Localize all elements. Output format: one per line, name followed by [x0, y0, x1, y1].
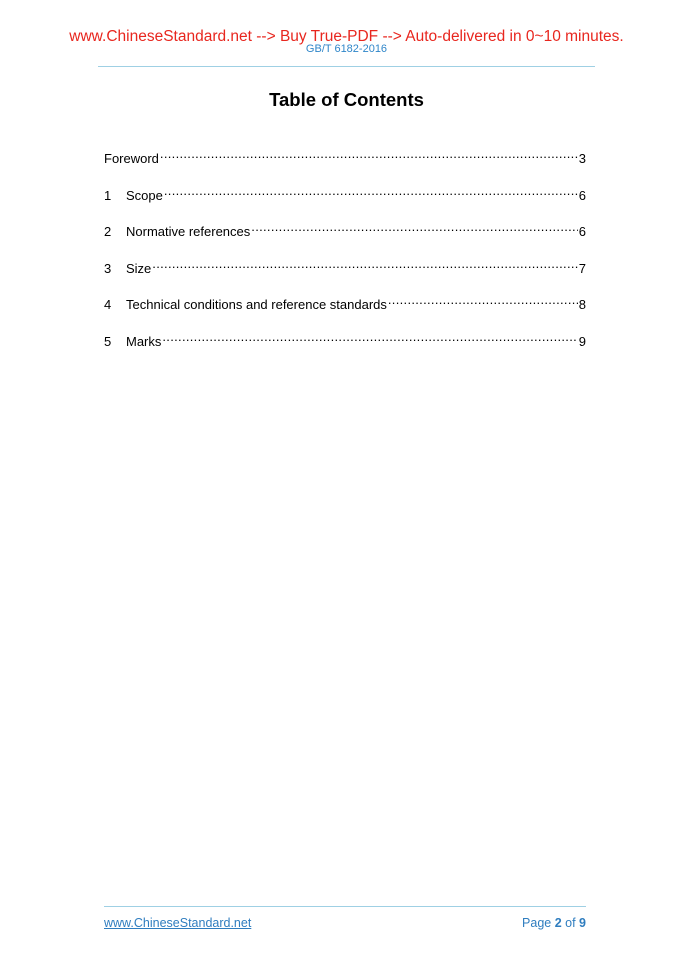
- page-title: Table of Contents: [269, 89, 424, 110]
- toc-entry-number: 1: [104, 187, 112, 203]
- toc-leader-dots: [151, 255, 577, 273]
- toc-leader-dots: [163, 182, 578, 200]
- header-divider: [98, 66, 595, 67]
- toc-entry-number: 5: [104, 333, 112, 349]
- toc-entry-page: 6: [578, 224, 586, 239]
- toc-entry-page: 3: [578, 151, 586, 166]
- toc-entry-technical-conditions[interactable]: [104, 291, 586, 312]
- toc-entry-number: 4: [104, 297, 112, 312]
- page-current: 2: [554, 916, 562, 930]
- toc-entry-page: 8: [578, 297, 586, 312]
- footer-divider: [104, 906, 586, 907]
- promo-banner: www.ChineseStandard.net --> Buy True-PDF --> Auto-delivered in 0~10 minutes.: [69, 28, 624, 45]
- toc-entry-number: 2: [104, 224, 112, 239]
- toc-leader-dots: [387, 291, 578, 309]
- toc-entry-label: Scope: [126, 187, 163, 203]
- page-total: 9: [579, 916, 586, 930]
- toc-entry-number: 3: [104, 260, 112, 276]
- toc-entry-page: 7: [578, 260, 586, 276]
- toc-entry-marks[interactable]: [104, 328, 586, 349]
- toc-entry-size[interactable]: [104, 255, 586, 276]
- toc-entry-label: Foreword: [104, 151, 159, 166]
- page-of: of: [561, 916, 580, 930]
- toc-entry-foreword[interactable]: [104, 145, 586, 166]
- footer-site-link[interactable]: www.ChineseStandard.net: [104, 916, 252, 930]
- toc-leader-dots: [250, 218, 577, 236]
- toc-leader-dots: [161, 328, 577, 346]
- toc-entry-page: 6: [578, 187, 586, 203]
- table-of-contents: [104, 145, 586, 364]
- page-prefix: Page: [522, 916, 555, 930]
- toc-entry-page: 9: [578, 333, 586, 349]
- toc-entry-label: Technical conditions and reference standards: [126, 297, 387, 312]
- toc-entry-label: Marks: [126, 333, 162, 349]
- toc-leader-dots: [159, 145, 578, 163]
- toc-entry-scope[interactable]: [104, 182, 586, 203]
- toc-entry-label: Normative references: [126, 224, 251, 239]
- toc-entry-label: Size: [126, 260, 152, 276]
- toc-entry-normative-references[interactable]: [104, 218, 586, 239]
- document-code: GB/T 6182-2016: [305, 43, 388, 55]
- page-number: [522, 916, 586, 931]
